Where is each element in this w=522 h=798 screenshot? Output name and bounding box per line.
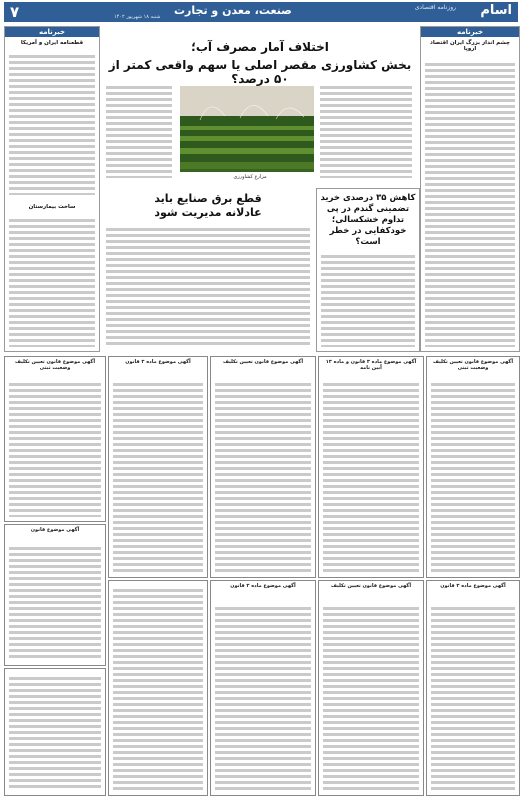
irrigation-image xyxy=(180,86,314,172)
section-title: صنعت، معدن و تجارت xyxy=(174,4,292,17)
left-column-label: خبرنامه xyxy=(5,27,99,37)
legal-notice-8: آگهی موضوع قانون تعیین تکلیف xyxy=(318,580,424,796)
power-cut-headline: قطع برق صنایع باید عادلانه مدیریت شود xyxy=(154,192,262,219)
main-text-right xyxy=(316,86,416,182)
left-column-text-1 xyxy=(9,55,95,195)
farm-irrigation-photo xyxy=(180,86,314,172)
right-news-column xyxy=(420,26,520,352)
legal-notice-4: آگهی موضوع ماده ۳ قانون xyxy=(108,356,208,578)
legal-notice-3: آگهی موضوع قانون تعیین تکلیف xyxy=(210,356,316,578)
left-news-column xyxy=(4,26,100,352)
left-column-headline-1: قطعنامه ایران و آمریکا xyxy=(20,40,84,46)
main-text-left xyxy=(102,86,176,182)
page-number: ۷ xyxy=(10,3,20,21)
legal-notice-7: آگهی موضوع ماده ۳ قانون xyxy=(426,580,520,796)
power-cut-story xyxy=(102,188,314,350)
newspaper-logo: اسام xyxy=(480,3,512,18)
right-column-label: خبرنامه xyxy=(421,27,519,37)
legal-notice-1: آگهی موضوع قانون تعیین تکلیف وضعیت ثبتی xyxy=(426,356,520,578)
main-headline: بخش کشاورزی مقصر اصلی یا سهم واقعی کمتر از ۵۰ درصد؟ xyxy=(108,58,412,86)
legal-notice-6: آگهی موضوع قانون xyxy=(4,524,106,666)
left-column-text-2 xyxy=(9,219,95,347)
right-column-headline: چشم انداز بزرگ ایران اقتصاد اروپا xyxy=(430,40,510,52)
legal-notice-10 xyxy=(108,580,208,796)
legal-notice-11 xyxy=(4,668,106,796)
wheat-story-text xyxy=(321,255,415,347)
left-column-headline-2: ساخت بیمارستان xyxy=(28,204,76,210)
issue-date: شنبه ۱۸ شهریور ۱۴۰۲ xyxy=(114,14,161,20)
legal-notice-9: آگهی موضوع ماده ۳ قانون xyxy=(210,580,316,796)
newspaper-subtitle: روزنامه اقتصادی xyxy=(414,4,456,11)
legal-notice-5: آگهی موضوع قانون تعیین تکلیف وضعیت ثبتی xyxy=(4,356,106,522)
page-header xyxy=(4,2,518,22)
legal-notice-2: آگهی موضوع ماده ۳ قانون و ماده ۱۳ آیین نامه xyxy=(318,356,424,578)
power-cut-story-text xyxy=(106,228,310,346)
photo-caption: مزارع کشاورزی xyxy=(233,174,267,180)
main-kicker: اختلاف آمار مصرف آب؛ xyxy=(191,40,329,54)
wheat-story xyxy=(316,188,420,352)
wheat-headline: کاهش ۳۵ درصدی خرید تضمینی گندم در پی تداوم خشکسالی؛ خودکفایی در خطر است؟ xyxy=(320,193,416,247)
right-column-text xyxy=(425,63,515,347)
